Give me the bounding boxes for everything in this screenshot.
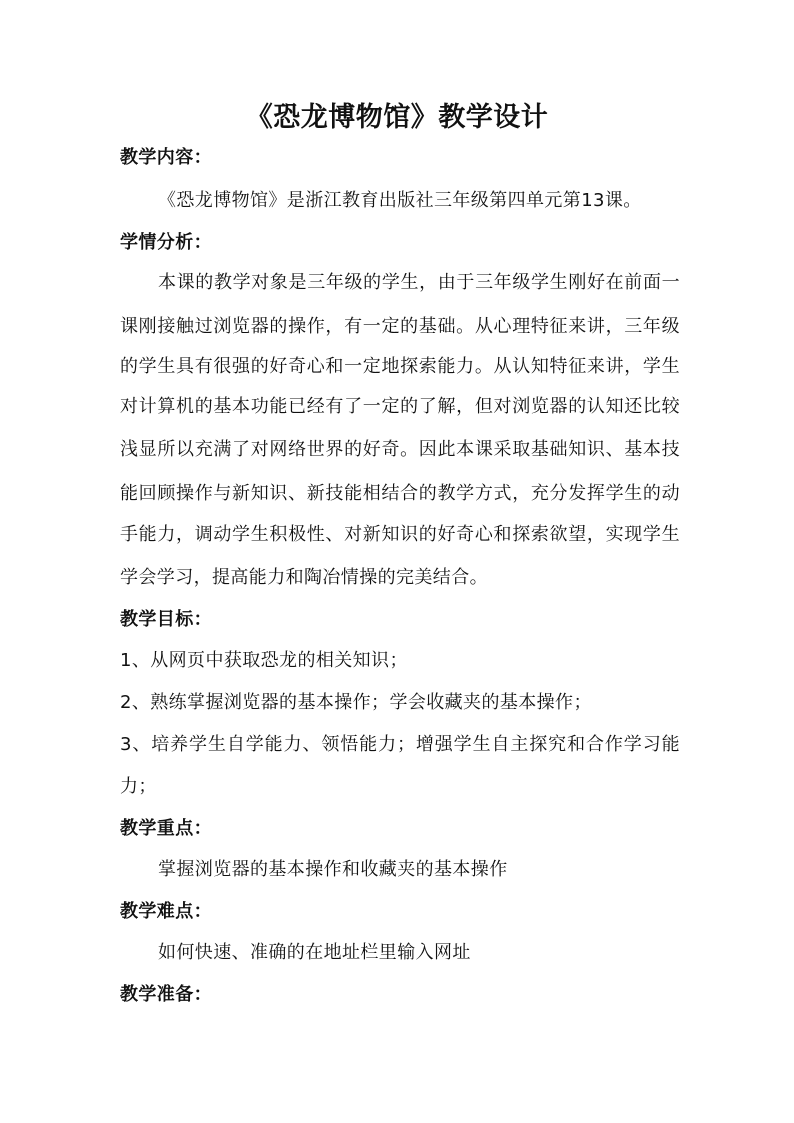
analysis-line-1: 本课的教学对象是三年级的学生，由于三年级学生刚好在前面一 [158,272,680,293]
goal-2: 2、熟练掌握浏览器的基本操作；学会收藏夹的基本操作； [120,692,592,713]
document-title: 《恐龙博物馆》教学设计 [245,102,549,133]
difficulty-text: 如何快速、准确的在地址栏里输入网址 [158,942,471,963]
content-heading: 教学内容： [120,147,212,168]
analysis-line-6: 能回顾操作与新知识、新技能相结合的教学方式，充分发挥学生的动 [120,483,680,504]
goal-3-continued: 力； [120,776,157,797]
key-text: 掌握浏览器的基本操作和收藏夹的基本操作 [158,859,508,880]
analysis-line-5: 浅显所以充满了对网络世界的好奇。因此本课采取基础知识、基本技 [120,439,680,460]
analysis-line-4: 对计算机的基本功能已经有了一定的了解，但对浏览器的认知还比较 [120,396,680,417]
prep-heading: 教学准备： [120,984,212,1005]
goal-1: 1、从网页中获取恐龙的相关知识； [120,650,408,671]
analysis-line-3: 的学生具有很强的好奇心和一定地探索能力。从认知特征来讲，学生 [120,356,680,377]
key-heading: 教学重点： [120,818,212,839]
goals-heading: 教学目标： [120,609,212,630]
content-text: 《恐龙博物馆》是浙江教育出版社三年级第四单元第13课。 [158,190,642,211]
analysis-heading: 学情分析： [120,232,212,253]
analysis-line-8: 学会学习，提高能力和陶冶情操的完美结合。 [120,567,488,588]
difficulty-heading: 教学难点： [120,901,212,922]
analysis-line-2: 课刚接触过浏览器的操作，有一定的基础。从心理特征来讲，三年级 [120,316,680,337]
goal-3: 3、培养学生自学能力、领悟能力；增强学生自主探究和合作学习能 [120,734,680,755]
analysis-line-7: 手能力，调动学生积极性、对新知识的好奇心和探索欲望，实现学生 [120,524,680,545]
